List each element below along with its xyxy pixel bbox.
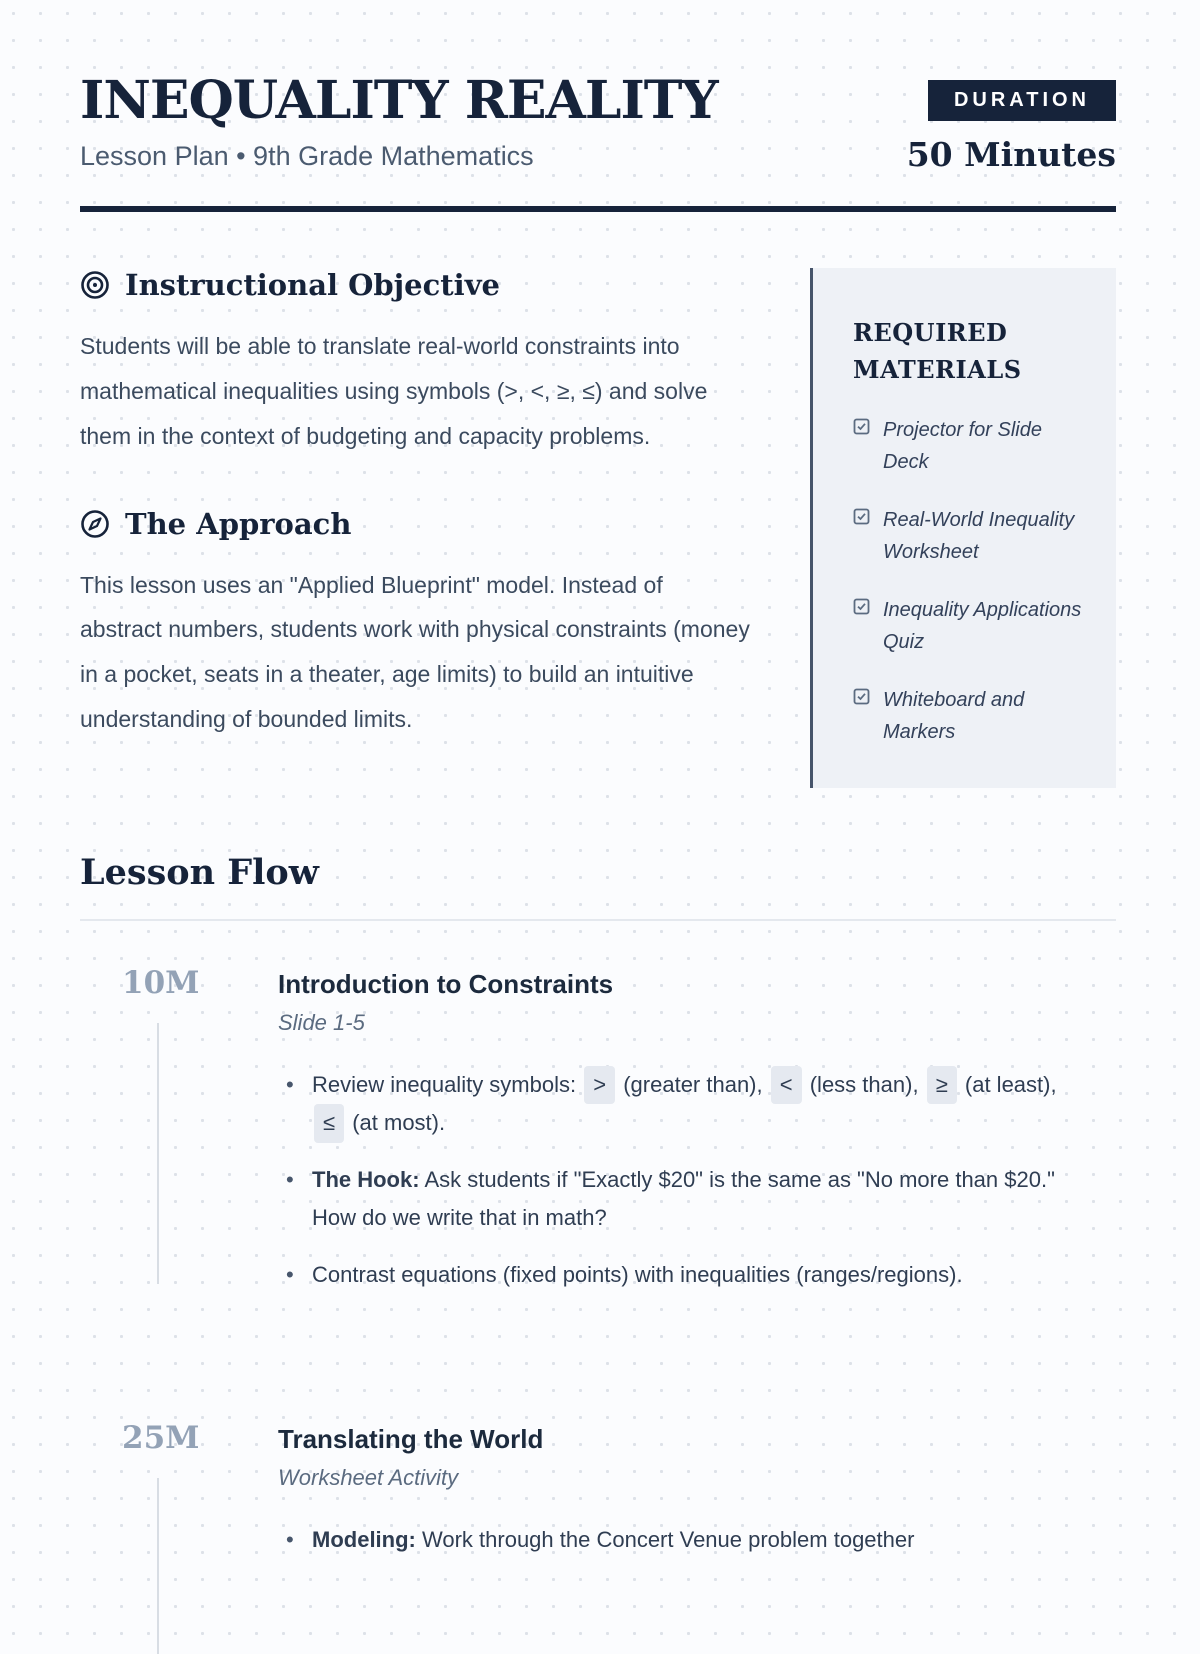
- duration-badge: DURATION: [928, 80, 1116, 121]
- bullet-text: (at least),: [964, 1071, 1057, 1097]
- bullet-text: Ask students if "Exactly $20" is the same as "No more than $20." How do we write that in math?: [312, 1166, 1055, 1231]
- bullet-lead: Modeling:: [312, 1527, 416, 1553]
- lesson-flow-heading: Lesson Flow: [80, 851, 319, 893]
- flow-item-translating: [80, 1420, 1116, 1578]
- bullet-text: Review inequality symbols:: [312, 1071, 577, 1097]
- bullet-text: (at most).: [352, 1110, 446, 1136]
- material-item: [853, 414, 1086, 478]
- material-label: Projector for Slide Deck: [883, 419, 1042, 474]
- material-item: [853, 504, 1086, 568]
- flow-bullet: [278, 1521, 1068, 1560]
- materials-sidebar: [810, 268, 1116, 788]
- lesson-flow-divider: [80, 919, 1116, 921]
- symbol-chip: ≥: [927, 1066, 957, 1105]
- material-label: Real-World Inequality Worksheet: [883, 509, 1075, 564]
- compass-icon: [80, 509, 110, 539]
- flow-item-introduction: [80, 965, 1116, 1421]
- flow-bullet-list: [278, 1066, 1116, 1295]
- flow-bullet-list: [278, 1521, 1116, 1560]
- bullet-text: Contrast equations (fixed points) with inequalities (ranges/regions).: [312, 1261, 963, 1287]
- flow-item-title: Translating the World: [278, 1424, 544, 1455]
- bullet-text: (less than),: [809, 1071, 919, 1097]
- flow-time-label: 10M: [122, 964, 200, 1001]
- flow-bullet: [278, 1161, 1068, 1238]
- bullet-text: Work through the Concert Venue problem together: [422, 1527, 915, 1553]
- flow-bullet: [278, 1066, 1068, 1143]
- checkbox-icon: [853, 684, 870, 748]
- header-right: [907, 72, 1116, 174]
- checkbox-icon: [853, 504, 870, 568]
- flow-item-subtitle: Worksheet Activity: [278, 1465, 459, 1491]
- symbol-chip: >: [584, 1066, 615, 1105]
- bullet-lead: The Hook:: [312, 1166, 420, 1192]
- flow-time-column: [80, 1420, 278, 1578]
- checkbox-icon: [853, 414, 870, 478]
- main-content: [80, 268, 754, 790]
- approach-body: This lesson uses an "Applied Blueprint" model. Instead of abstract numbers, students work with physical constraints (money in a pocket, seats in a theater, age limits) to build an intuitive understanding of bounded limits.: [80, 571, 750, 733]
- approach-heading: The Approach: [125, 506, 352, 541]
- page-title: INEQUALITY REALITY: [80, 70, 718, 131]
- approach-heading-row: [80, 507, 754, 541]
- material-label: Whiteboard and Markers: [883, 689, 1025, 744]
- flow-item-content: [278, 965, 1116, 1313]
- symbol-chip: <: [771, 1066, 802, 1105]
- flow-item-title: Introduction to Constraints: [278, 968, 614, 999]
- page-subtitle: Lesson Plan • 9th Grade Mathematics: [80, 141, 534, 172]
- flow-item-subtitle: Slide 1-5: [278, 1009, 365, 1035]
- material-label: Inequality Applications Quiz: [883, 599, 1082, 654]
- objective-body: Students will be able to translate real-world constraints into mathematical inequalities using symbols (>, <, ≥, ≤) and solve them in the context of budgeting and capacity problems.: [80, 333, 708, 449]
- flow-time-label: 25M: [122, 1420, 200, 1457]
- flow-item-content: [278, 1420, 1116, 1578]
- objective-heading: Instructional Objective: [125, 268, 500, 302]
- header-left: [80, 72, 718, 172]
- flow-time-column: [80, 965, 278, 1313]
- header-divider: [80, 206, 1116, 212]
- header: [80, 72, 1116, 174]
- duration-value: 50 Minutes: [906, 135, 1116, 174]
- flow-bullet: [278, 1256, 1068, 1295]
- material-item: [853, 594, 1086, 658]
- symbol-chip: ≤: [314, 1104, 344, 1143]
- checkbox-icon: [853, 594, 870, 658]
- bullet-text: (greater than),: [623, 1071, 763, 1097]
- material-item: [853, 684, 1086, 748]
- target-icon: [80, 270, 110, 300]
- materials-heading: REQUIRED MATERIALS: [853, 318, 1022, 385]
- objective-heading-row: [80, 268, 754, 302]
